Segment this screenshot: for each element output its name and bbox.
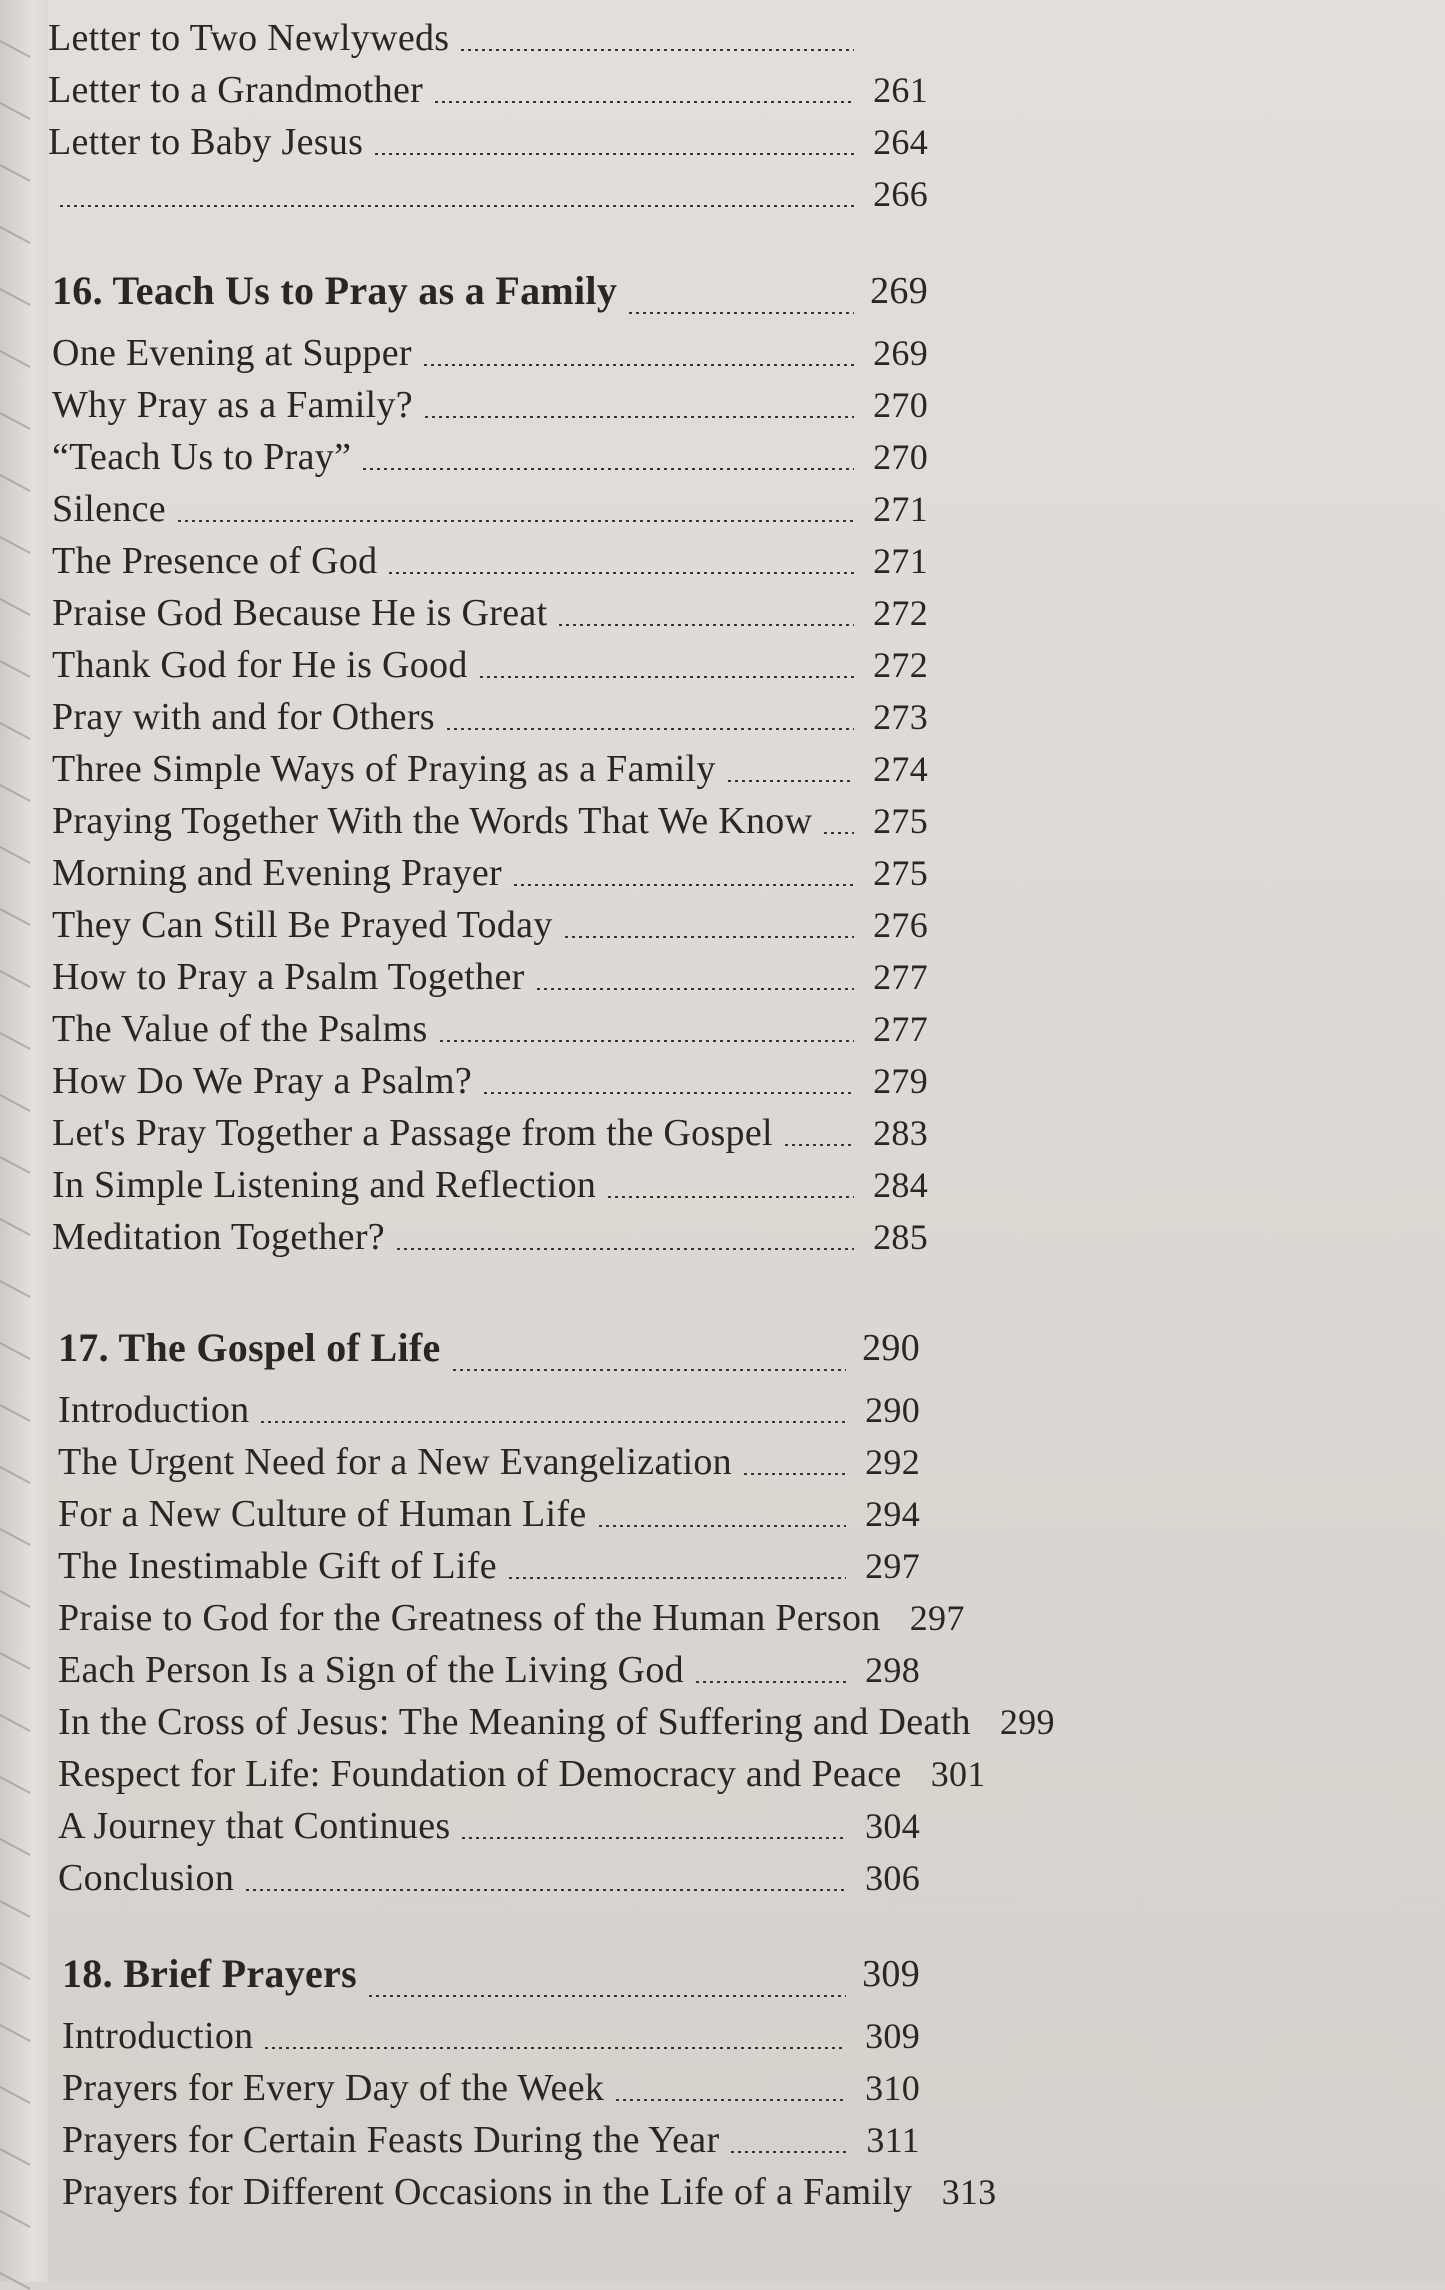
dot-leader: [614, 2099, 846, 2101]
page-number: 304: [865, 1806, 920, 1846]
toc-entry: [52, 431, 928, 483]
page-number: 309: [862, 1953, 920, 1995]
page-number: 290: [862, 1327, 920, 1369]
toc-section: [62, 1938, 997, 2218]
entry-title: One Evening at Supper: [52, 332, 412, 374]
toc-entry: [52, 587, 928, 639]
entry-title: In Simple Listening and Reflection: [52, 1164, 597, 1206]
page-number: 311: [866, 2120, 920, 2160]
chapter-heading: [52, 255, 928, 327]
entry-title: Praise to God for the Greatness of the Human Person: [58, 1597, 881, 1639]
page-number: 285: [873, 1217, 928, 1257]
dot-leader: [507, 1577, 846, 1579]
entry-title: The Presence of God: [52, 540, 378, 582]
dot-leader: [361, 468, 854, 470]
page-number: 272: [873, 645, 928, 685]
page-number: 309: [865, 2016, 920, 2056]
dot-leader: [451, 1369, 846, 1371]
entry-title: How Do We Pray a Psalm?: [52, 1060, 473, 1102]
dot-leader: [176, 520, 854, 522]
toc-entry: [52, 847, 928, 899]
page-number: 275: [873, 801, 928, 841]
toc-entry: [52, 743, 928, 795]
entry-title: Letter to Two Newlyweds: [48, 17, 450, 59]
entry-title: Three Simple Ways of Praying as a Family: [52, 748, 716, 790]
entry-title: Conclusion: [58, 1857, 235, 1899]
entry-title: Letter to a Grandmother: [48, 69, 424, 111]
dot-leader: [438, 1040, 854, 1042]
page-number: 310: [865, 2068, 920, 2108]
toc-entry: [58, 1436, 920, 1488]
toc-entry: [52, 899, 928, 951]
page-number: 279: [873, 1061, 928, 1101]
entry-title: Prayers for Different Occasions in the Life of a Family: [62, 2171, 913, 2213]
toc-entry: [62, 2062, 920, 2114]
dot-leader: [482, 1092, 854, 1094]
toc-entry: [52, 795, 928, 847]
dot-leader: [726, 780, 854, 782]
entry-title: Letter to Baby Jesus: [48, 121, 364, 163]
dot-leader: [373, 153, 854, 155]
page-number: 297: [909, 1598, 965, 1638]
dot-leader: [742, 1473, 846, 1475]
page-number: 283: [873, 1113, 928, 1153]
toc-entry: [52, 379, 928, 431]
toc-entry: [52, 1159, 928, 1211]
entry-title: Thank God for He is Good: [52, 644, 468, 686]
toc-entry: [48, 116, 928, 168]
toc-entry: [52, 1055, 928, 1107]
chapter-title: 16. Teach Us to Pray as a Family: [52, 268, 618, 313]
toc-entry: [58, 1800, 920, 1852]
page-number: 277: [873, 957, 928, 997]
page-number: 274: [873, 749, 928, 789]
dot-leader: [822, 832, 854, 834]
dot-leader: [563, 936, 854, 938]
dot-leader: [395, 1248, 854, 1250]
toc-entry: [52, 691, 928, 743]
dot-leader: [535, 988, 854, 990]
toc-entry: [58, 1384, 920, 1436]
entry-title: “Teach Us to Pray”: [52, 436, 352, 478]
entry-title: A Journey that Continues: [58, 1805, 451, 1847]
page-number: 306: [865, 1858, 920, 1898]
page-number: 276: [873, 905, 928, 945]
entry-title: Prayers for Certain Feasts During the Year: [62, 2119, 720, 2161]
dot-leader: [597, 1525, 847, 1527]
dot-leader: [460, 1837, 846, 1839]
entry-title: Introduction: [62, 2015, 254, 2057]
entry-title: How to Pray a Psalm Together: [52, 956, 525, 998]
toc-entry: [58, 1488, 920, 1540]
page-number: 271: [873, 489, 928, 529]
entry-title: The Inestimable Gift of Life: [58, 1545, 497, 1587]
entry-title: For a New Culture of Human Life: [58, 1493, 587, 1535]
dot-leader: [259, 1421, 846, 1423]
chapter-heading: [62, 1938, 920, 2010]
toc-entry: [58, 1540, 920, 1592]
toc-entry: [58, 1852, 920, 1904]
dot-leader: [263, 2047, 846, 2049]
toc-entry: [62, 2114, 920, 2166]
dot-leader: [512, 884, 854, 886]
entry-title: The Value of the Psalms: [52, 1008, 428, 1050]
page-number: 284: [873, 1165, 928, 1205]
dot-leader: [694, 1681, 846, 1683]
toc-entry: [52, 327, 928, 379]
dot-leader: [445, 728, 854, 730]
toc-entry: [48, 12, 928, 64]
dot-leader: [627, 312, 854, 314]
entry-title: Let's Pray Together a Passage from the Gospel: [52, 1112, 773, 1154]
toc-entry: [58, 1644, 920, 1696]
page-number: 297: [865, 1546, 920, 1586]
page-number: 269: [870, 270, 928, 312]
page-number: 275: [873, 853, 928, 893]
entry-title: Introduction: [58, 1389, 250, 1431]
toc-entry: [62, 2010, 920, 2062]
toc-entry: [48, 64, 928, 116]
page-number: 269: [873, 333, 928, 373]
page-number: 277: [873, 1009, 928, 1049]
toc-section: [58, 1312, 1055, 1904]
dot-leader: [367, 1995, 846, 1997]
entry-title: Silence: [52, 488, 166, 530]
toc-section: [48, 12, 928, 220]
page-number: 294: [865, 1494, 920, 1534]
page-number: 290: [865, 1390, 920, 1430]
dot-leader: [459, 49, 854, 51]
toc-entry: [52, 483, 928, 535]
page-number: 298: [865, 1650, 920, 1690]
dot-leader: [433, 101, 854, 103]
entry-title: Pray with and for Others: [52, 696, 435, 738]
page-number: 292: [865, 1442, 920, 1482]
dot-leader: [606, 1196, 854, 1198]
entry-title: The Urgent Need for a New Evangelization: [58, 1441, 732, 1483]
toc-entry: [52, 1211, 928, 1263]
dot-leader: [244, 1889, 846, 1891]
dot-leader: [58, 205, 854, 207]
page-number: 261: [873, 70, 928, 110]
dot-leader: [422, 364, 854, 366]
entry-title: Morning and Evening Prayer: [52, 852, 502, 894]
toc-entry: [52, 639, 928, 691]
entry-title: Why Pray as a Family?: [52, 384, 413, 426]
chapter-title: 18. Brief Prayers: [62, 1951, 357, 1996]
page-number: 270: [873, 437, 928, 477]
toc-entry: [58, 1696, 1055, 1748]
toc-entry: [58, 1748, 986, 1800]
entry-title: They Can Still Be Prayed Today: [52, 904, 553, 946]
toc-entry: [52, 535, 928, 587]
entry-title: Respect for Life: Foundation of Democracy and Peace: [58, 1753, 902, 1795]
toc-entry: [48, 168, 928, 220]
entry-title: Praying Together With the Words That We Know: [52, 800, 813, 842]
chapter-heading: [58, 1312, 920, 1384]
toc-entry: [52, 1107, 928, 1159]
dot-leader: [387, 572, 854, 574]
entry-title: Praise God Because He is Great: [52, 592, 548, 634]
toc-entry: [52, 1003, 928, 1055]
toc-entry: [62, 2166, 997, 2218]
entry-title: Each Person Is a Sign of the Living God: [58, 1649, 684, 1691]
page-number: 313: [941, 2172, 997, 2212]
dot-leader: [557, 624, 854, 626]
entry-title: Prayers for Every Day of the Week: [62, 2067, 605, 2109]
entry-title: Meditation Together?: [52, 1216, 385, 1258]
page-number: 273: [873, 697, 928, 737]
page-number: 264: [873, 122, 928, 162]
dot-leader: [478, 676, 854, 678]
page-number: 266: [873, 174, 928, 214]
page-number: 272: [873, 593, 928, 633]
page-number: 299: [999, 1702, 1055, 1742]
toc-entry: [52, 951, 928, 1003]
toc-section: [52, 255, 928, 1263]
dot-leader: [783, 1144, 854, 1146]
entry-title: In the Cross of Jesus: The Meaning of Suffering and Death: [58, 1701, 971, 1743]
page-number: 271: [873, 541, 928, 581]
chapter-title: 17. The Gospel of Life: [58, 1325, 441, 1370]
page-number: 270: [873, 385, 928, 425]
page-number: 301: [930, 1754, 986, 1794]
dot-leader: [423, 416, 854, 418]
dot-leader: [729, 2151, 846, 2153]
toc-entry: [58, 1592, 965, 1644]
